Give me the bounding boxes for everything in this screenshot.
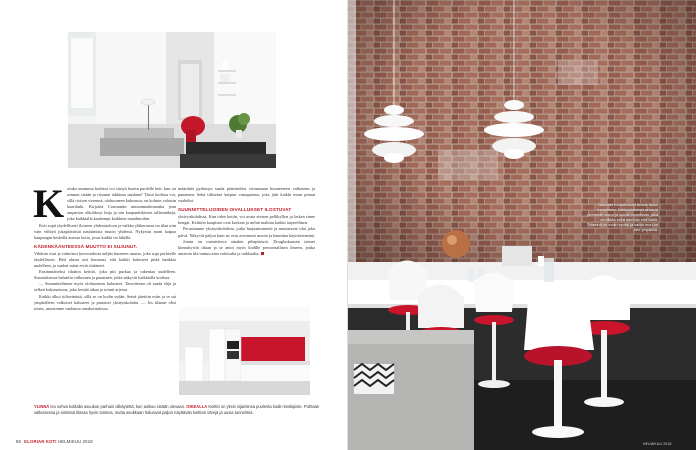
body-paragraph bbox=[178, 239, 315, 257]
body-paragraph: yksityiskohdissa. Kun tulee kotiin, voi avata eteisen pellihyllyn ja laskea sinne kengät. Keittiön kaapistot ovat korkeat ja niihin mahtuu kaikki tarpeellinen. bbox=[178, 214, 315, 226]
caption-label-top: YLINNÄ bbox=[34, 404, 50, 409]
dining-room-photo bbox=[348, 0, 696, 450]
intro-paragraph bbox=[33, 181, 176, 226]
intro-text: oinka asunnosa kodissa voi siirtyä baarin puolelle heti, kun on astunut sisään ja riisunut takkinsa naulaan? Tässä kodissa voi, sillä rivisen virrennä, olohuoneen kulmassa, on kolmin valaisin baarihuki. Kirjoittä Constantin ninuonmatkomatka joan amperion olkohkoyt linja ja sen kaupunkikivien tallennäkejä, joka kaikkialla kaukempi kaikkien maailmoihin. bbox=[67, 186, 176, 222]
body-paragraph: määrittää pyrkimys saada pääväreiksi virtaamaan huoneeseen valkoinen ja punainen. Sekä tiiliseinä kaipasi vastapainoa, joka jätti kaikki muut pinnat vaaleiksi. bbox=[178, 186, 315, 204]
closing-text: Jotain on toteutettava ainakin pihapiirissä. Douglaskuusen taimet kiinnittyivät tilaan ja se antoi myös kodille persoonallisen ilmeen, jonka ansiosta tila tuntuu aina valoisalta ja raikkaalta. bbox=[178, 238, 315, 256]
text-column-2 bbox=[178, 186, 315, 257]
caption-label-right: OIKEALLA bbox=[186, 404, 208, 409]
photo-captions bbox=[34, 404, 324, 415]
section-subhead: SUUNNITTELIJOIDEN OIVALLUKSET ILOSTUVAT bbox=[178, 207, 292, 213]
text-column-1 bbox=[33, 181, 176, 312]
caption-text-top: Iso sohva kotilalla asuukun parhain olikäytettä, kun asikuu sisään olevaan. bbox=[50, 404, 186, 409]
page-number: 56 bbox=[16, 439, 22, 444]
body-paragraph: Ensimmäiseksi tilattiin keittiö, joka piti purkaa ja rakentaa uudelleen. Sisustuksessa haluttiin valkoinen ja punainen, jotka näkyvät kaikkialla kodissa. bbox=[34, 269, 176, 281]
patterned-cushion bbox=[354, 364, 394, 394]
end-mark-icon bbox=[261, 252, 264, 255]
overlay-caption: Valkoiset ruokailutuolit tuovat tilaan tunnelman. Kattovalaisimet antavat pehmeän valon ja luovat tunnelmaa, joka viehättää sekä aamulla että illalla. Tiiliseinä on kodin sydän ja kaikki muu on sen ympärillä. bbox=[586, 202, 658, 233]
body-paragraph: Vihdoin osui ja valmistui kerrostalosta neljän huoneen asunto, joka sopi perheelle täydellisesti. Heti alusta asti huomasi, että kaikki kalusteet pitää hankkia uudelleen, ja vanhat mitat eivät riittäneet. bbox=[34, 250, 176, 269]
issue-credit: HELMIKUU 2018 bbox=[643, 442, 672, 446]
magazine-name: GLORIAN KOTI bbox=[23, 439, 57, 444]
living-room-photo bbox=[68, 32, 276, 168]
caption-text-right: Keittiö on yksin sijaintinsa puolesta kodin keskipiste. Puhtaan valkoisessa ja siistissä tilassa hyvin toimiva, mutta asukkaan halusivat paljon näyttävän keittiön värejä ja uusia tunnelmia. bbox=[34, 404, 320, 415]
issue-date: HELMIKUU 2018 bbox=[58, 439, 93, 444]
drop-cap: K bbox=[33, 181, 65, 226]
body-paragraph: Kaikki alkoi tiiliseinästä, sillä se on kodin sydän. Seinä jätettiin esiin ja se sai ympärilleen valkoiset kalusteet ja punaiset yksityiskohdat. — Jos tilanne olisi toisin, asuisimme vanhassa omakotitalossa. bbox=[34, 293, 176, 311]
body-paragraph: Koti sopii täydellisesti iloiseen yhdessäoloon ja vaikka yläkerrassa on tilaa niin vain viihtyä jokapäiväisiä nauttimisia muoto yhdessä. Nykyisin moni kaipaa kaupungin keskellä asuvaa kotia, jossa kaikki on lähellä. bbox=[34, 222, 176, 240]
page-footer bbox=[16, 439, 93, 444]
section-subhead: KÄDENKÄÄNTEESSÄ MUUTTO EI SUJUNUT. bbox=[34, 243, 138, 249]
body-paragraph: — Suunnittelimme myös olohuoneen kalusteet. Tavoitteena oli saada ehjä ja selkeä kokonaisuus, joka kestää aikaa ja toimii arjessa. bbox=[34, 281, 176, 293]
body-paragraph: Perustamme yksityiskohdista, jotka harjaantuneesti ja tunnistavat tilat joka päivä. Näkyvät paljon kuin ne ovat avoimesti muoto ja kauniina käyttöesineinä. bbox=[178, 226, 315, 238]
kitchen-photo bbox=[179, 307, 310, 395]
